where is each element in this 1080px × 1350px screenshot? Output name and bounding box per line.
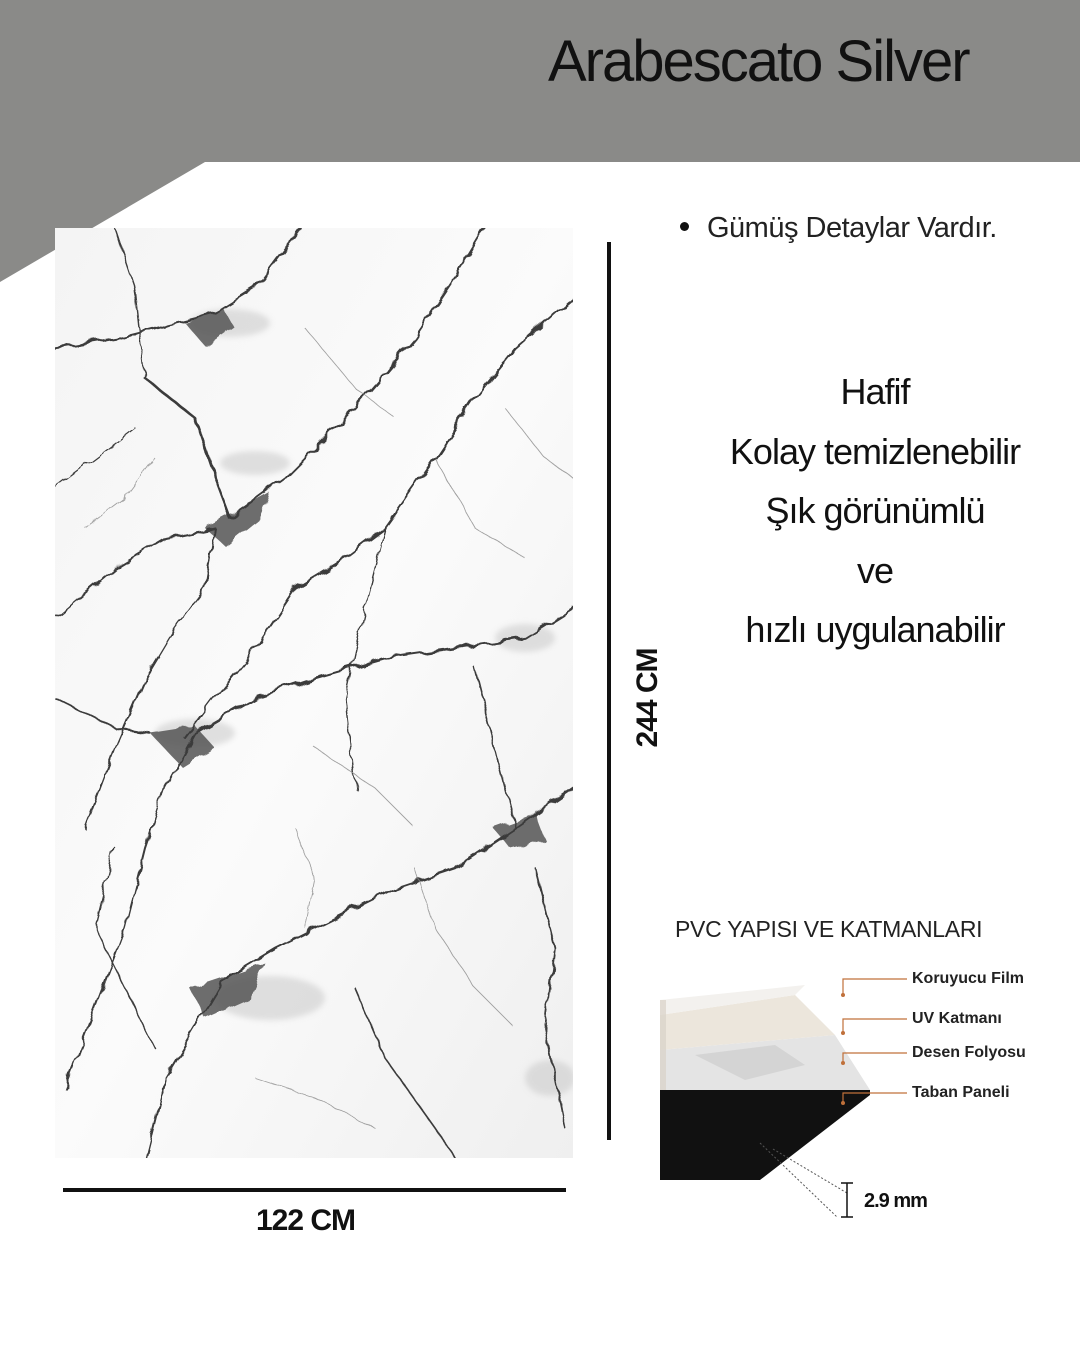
feature-item: Şık görünümlü [765, 490, 985, 531]
layer-label-decor-foil: Desen Folyosu [912, 1044, 1026, 1061]
thickness-label: 2.9 mm [864, 1190, 927, 1212]
product-title: Arabescato Silver [548, 29, 969, 94]
feature-item: Hafif [840, 371, 910, 412]
feature-item: hızlı uygulanabilir [745, 609, 1005, 650]
layers-title: PVC YAPISI VE KATMANLARI [675, 916, 983, 942]
marble-panel-image [55, 228, 573, 1158]
detail-bullet-text: Gümüş Detaylar Vardır. [707, 212, 997, 244]
width-dimension-label: 122 CM [256, 1204, 356, 1237]
feature-item: ve [856, 549, 894, 591]
width-dimension-line [63, 1188, 566, 1192]
bullet-dot-icon [680, 222, 689, 231]
height-dimension-line [607, 242, 611, 1140]
feature-item: Kolay temizlenebilir [729, 430, 1021, 472]
layer-label-protective-film: Koruyucu Film [912, 970, 1025, 987]
feature-list [690, 362, 1060, 660]
layer-label-uv: UV Katmanı [912, 1010, 1002, 1027]
layer-label-base-panel: Taban Paneli [912, 1084, 1010, 1101]
height-dimension-label: 244 CM [631, 648, 664, 748]
detail-bullet [680, 212, 997, 245]
